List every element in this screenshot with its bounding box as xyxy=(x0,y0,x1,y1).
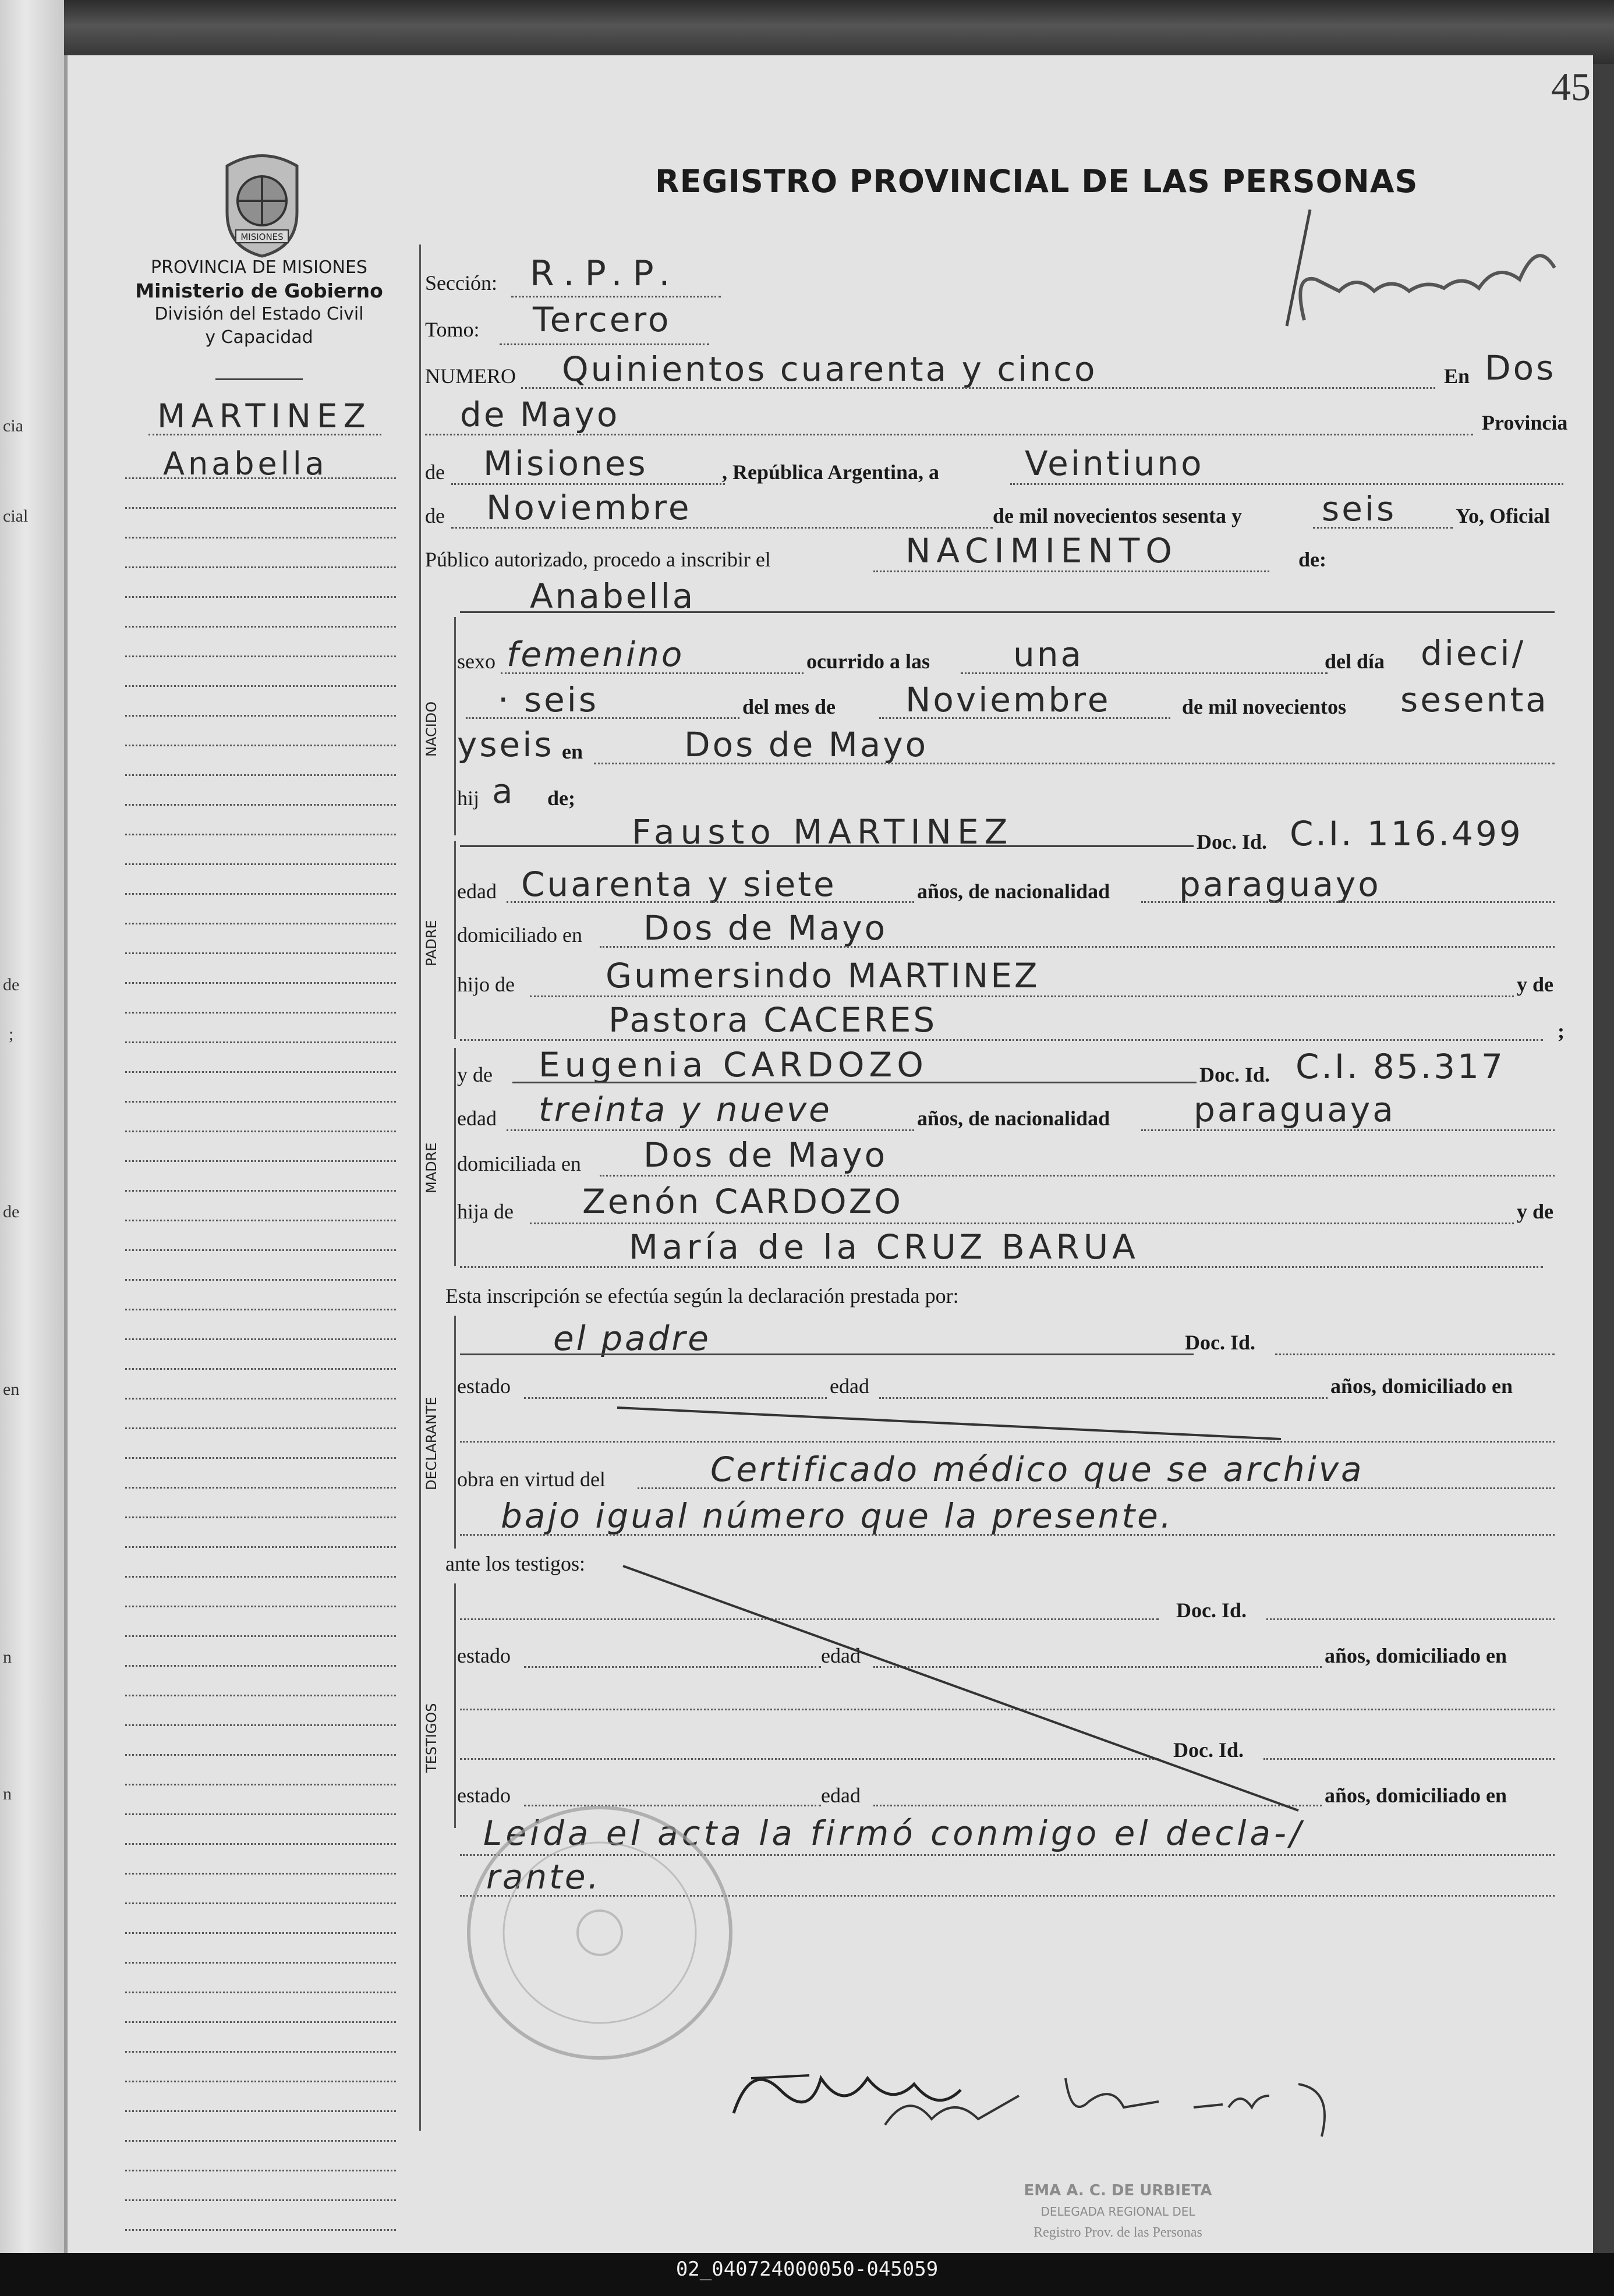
tomo-label: Tomo: xyxy=(425,318,480,341)
year-value: seis xyxy=(1322,489,1397,529)
del-dia-label: del día xyxy=(1325,650,1385,673)
madre-nacionalidad-label: años, de nacionalidad xyxy=(917,1107,1110,1130)
signatures-icon xyxy=(716,2043,1386,2160)
madre-name: Eugenia CARDOZO xyxy=(539,1045,928,1085)
hora-value: una xyxy=(1013,635,1084,674)
seccion-value: R.P.P. xyxy=(530,253,681,294)
province-value: Misiones xyxy=(483,444,648,483)
padre-hijo-label: hijo de xyxy=(457,973,515,996)
padre-y-de-label: y de xyxy=(1517,973,1553,996)
testigo-2-anios-label: años, domiciliado en xyxy=(1325,1784,1507,1807)
day-value: Veintiuno xyxy=(1025,444,1204,483)
declarante-side-label: DECLARANTE xyxy=(423,1397,440,1490)
en-label: En xyxy=(1444,364,1470,388)
margin-fragment: n xyxy=(3,1784,12,1804)
padre-domicilio-value: Dos de Mayo xyxy=(643,908,888,948)
madre-edad-value: treinta y nueve xyxy=(539,1090,832,1129)
madre-doc-label: Doc. Id. xyxy=(1199,1063,1270,1086)
madre-edad-label: edad xyxy=(457,1107,497,1130)
declarante-anios-label: años, domiciliado en xyxy=(1330,1374,1513,1398)
margin-fragment: cial xyxy=(3,506,29,526)
numero-label: NUMERO xyxy=(425,364,516,388)
dia-value-1: dieci/ xyxy=(1421,633,1526,673)
testigos-intro: ante los testigos: xyxy=(445,1552,585,1575)
delegate-stamp xyxy=(908,2180,1328,2243)
obra-value-1: Certificado médico que se archiva xyxy=(710,1450,1364,1489)
declarante-doc-label: Doc. Id. xyxy=(1185,1331,1256,1354)
mil-label: de mil novecientos xyxy=(1182,695,1346,718)
margin-fragment: ; xyxy=(9,1025,14,1044)
division-line-1: División del Estado Civil xyxy=(154,304,364,324)
tomo-value: Tercero xyxy=(533,300,671,339)
sexo-value: femenino xyxy=(507,635,685,674)
footer-image-id: 02_040724000050-045059 xyxy=(675,2258,939,2281)
numero-value: Quinientos cuarenta y cinco xyxy=(562,349,1098,389)
stamp-line-1: EMA A. C. DE URBIETA xyxy=(1024,2182,1212,2199)
ocurrido-label: ocurrido a las xyxy=(806,650,930,673)
padre-nacionalidad-label: años, de nacionalidad xyxy=(917,880,1110,903)
seccion-label: Sección: xyxy=(425,271,497,295)
anio-value-1: sesenta xyxy=(1400,680,1549,720)
oficial-label: Yo, Oficial xyxy=(1456,504,1550,527)
de-label-2: de xyxy=(425,504,445,527)
division-line-2: y Capacidad xyxy=(205,327,313,348)
ministry-name: Ministerio de Gobierno xyxy=(135,279,383,302)
testigo-2-estado-label: estado xyxy=(457,1784,511,1807)
padre-father-value: Gumersindo MARTINEZ xyxy=(606,956,1040,995)
year-label: de mil novecientos sesenta y xyxy=(993,504,1242,527)
declarante-value: el padre xyxy=(553,1319,711,1358)
sexo-label: sexo xyxy=(457,650,495,673)
margin-fragment: en xyxy=(3,1380,20,1399)
provincia-label: Provincia xyxy=(1482,411,1568,434)
anio-value-2: yseis xyxy=(457,725,554,764)
declarante-edad-label: edad xyxy=(830,1374,869,1398)
act-value: NACIMIENTO xyxy=(905,531,1178,571)
place-line-1: Dos xyxy=(1485,348,1556,388)
testigo-2-edad-label: edad xyxy=(821,1784,861,1807)
madre-y-de-label: y de xyxy=(457,1063,493,1086)
republica-label: , República Argentina, a xyxy=(722,460,940,484)
madre-y-de-label-2: y de xyxy=(1517,1200,1553,1223)
padre-semicolon: ; xyxy=(1558,1019,1565,1043)
testigo-1-doc-label: Doc. Id. xyxy=(1176,1599,1247,1622)
declarante-estado-label: estado xyxy=(457,1374,511,1398)
dia-value-2: · seis xyxy=(498,680,599,720)
padre-doc-label: Doc. Id. xyxy=(1197,830,1268,853)
testigo-2-doc-label: Doc. Id. xyxy=(1173,1738,1244,1762)
madre-father-value: Zenón CARDOZO xyxy=(582,1182,904,1221)
hija-label: hij xyxy=(457,786,480,810)
padre-nacionalidad-value: paraguayo xyxy=(1179,864,1381,904)
de-colon-label: de: xyxy=(1298,548,1326,571)
page-number: 45 xyxy=(1551,65,1591,109)
madre-mother-value: María de la CRUZ BARUA xyxy=(629,1227,1139,1267)
lugar-value: Dos de Mayo xyxy=(684,725,929,764)
obra-value-2: bajo igual número que la presente. xyxy=(501,1496,1174,1536)
madre-domicilio-label: domiciliada en xyxy=(457,1152,581,1175)
margin-fragment: n xyxy=(3,1647,12,1667)
nacido-side-label: NACIDO xyxy=(423,701,440,757)
declarante-intro: Esta inscripción se efectúa según la declaración prestada por: xyxy=(445,1284,959,1308)
page-title: REGISTRO PROVINCIAL DE LAS PERSONAS xyxy=(655,163,1418,200)
testigo-1-estado-label: estado xyxy=(457,1644,511,1667)
closing-line-1: Leida el acta la firmó conmigo el decla-/ xyxy=(483,1813,1305,1853)
mes-value: Noviembre xyxy=(905,680,1111,720)
hija-suffix: a xyxy=(492,771,515,811)
testigo-1-anios-label: años, domiciliado en xyxy=(1325,1644,1507,1667)
official-round-stamp-icon xyxy=(460,1799,739,2067)
madre-domicilio-value: Dos de Mayo xyxy=(643,1135,888,1175)
padre-edad-label: edad xyxy=(457,880,497,903)
stamp-line-3: Registro Prov. de las Personas xyxy=(1033,2225,1202,2240)
de-label: de; xyxy=(547,786,575,810)
padre-mother-value: Pastora CACERES xyxy=(608,1000,937,1040)
testigos-side-label: TESTIGOS xyxy=(423,1703,440,1773)
child-name: Anabella xyxy=(530,576,696,616)
margin-fragment: cia xyxy=(3,416,23,435)
testigo-1-edad-label: edad xyxy=(821,1644,861,1667)
obra-label: obra en virtud del xyxy=(457,1468,606,1491)
madre-doc-value: C.I. 85.317 xyxy=(1296,1047,1505,1086)
month-value: Noviembre xyxy=(486,488,692,527)
seal-text: MISIONES xyxy=(240,232,284,242)
margin-fragment: de xyxy=(3,975,20,994)
padre-name: Fausto MARTINEZ xyxy=(632,812,1014,852)
padre-doc-value: C.I. 116.499 xyxy=(1290,814,1523,853)
registrar-signature-icon xyxy=(1240,204,1590,338)
madre-hija-label: hija de xyxy=(457,1200,514,1223)
padre-domicilio-label: domiciliado en xyxy=(457,923,582,947)
place-line-2: de Mayo xyxy=(460,395,620,434)
margin-fragment: de xyxy=(3,1202,20,1221)
publico-label: Público autorizado, procedo a inscribir el xyxy=(425,548,771,571)
closing-line-2: rante. xyxy=(486,1857,601,1897)
madre-side-label: MADRE xyxy=(423,1142,440,1193)
margin-surname: MARTINEZ xyxy=(157,398,371,435)
de-label-1: de xyxy=(425,460,445,484)
en-label: en xyxy=(562,740,583,763)
province-name: PROVINCIA DE MISIONES xyxy=(151,257,367,278)
margin-given-name: Anabella xyxy=(163,445,328,482)
stamp-line-2: DELEGADA REGIONAL DEL xyxy=(1040,2205,1195,2219)
madre-nacionalidad-value: paraguaya xyxy=(1194,1090,1396,1129)
del-mes-label: del mes de xyxy=(742,695,836,718)
padre-edad-value: Cuarenta y siete xyxy=(521,864,837,904)
padre-side-label: PADRE xyxy=(423,920,440,966)
